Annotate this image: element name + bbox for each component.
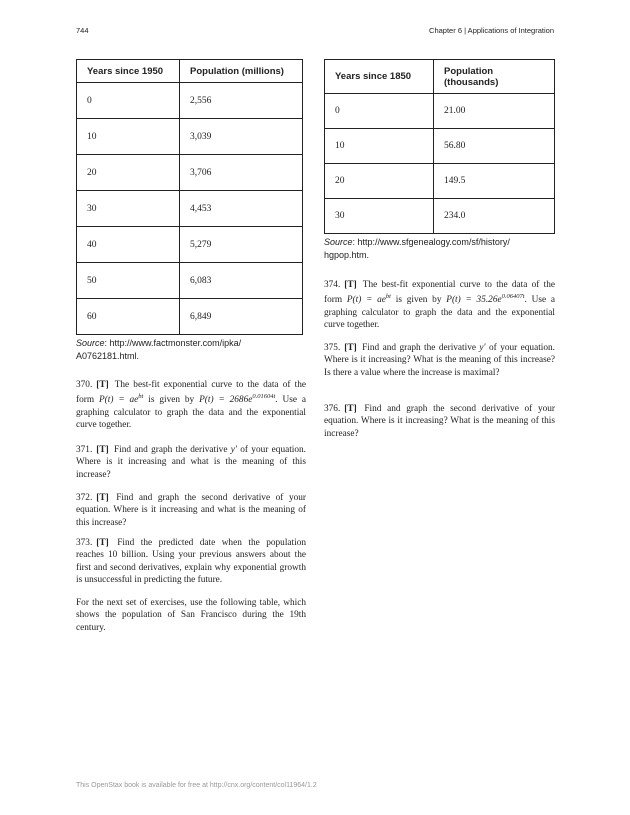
math-base: P(t) = ae	[98, 395, 139, 406]
table-row	[325, 164, 555, 199]
table-cell: 21.00	[434, 94, 555, 129]
world-population-table	[76, 59, 303, 335]
problem-number: 371.	[76, 445, 93, 455]
problem-number: 376.	[324, 404, 341, 414]
problem-text: Find and graph the derivative	[114, 445, 231, 455]
problem-number: 375.	[324, 343, 341, 353]
problem-text: of your equation. Where is it increasing and what is the meaning of this increase?	[76, 445, 307, 480]
table-cell: 6,083	[180, 263, 303, 299]
math-exponent: 0.06407t	[501, 293, 525, 301]
table-cell: 10	[325, 129, 434, 164]
table-cell: 20	[325, 164, 434, 199]
san-francisco-population-table	[324, 59, 555, 234]
column-header: Years since 1850	[325, 60, 434, 94]
table-cell: 6,849	[180, 299, 303, 335]
table-row	[325, 199, 555, 234]
table-row	[325, 129, 555, 164]
table-cell: 20	[77, 155, 180, 191]
source-link[interactable]: : http://www.factmonster.com/ipka/ A0762181.html.	[76, 338, 242, 361]
table-cell: 2,556	[180, 83, 303, 119]
table-row	[77, 191, 303, 227]
source-label: Source	[324, 237, 353, 247]
footer-note: This OpenStax book is available for free at http://cnx.org/content/col11964/1.2	[76, 782, 317, 789]
problem-text: is given by	[390, 295, 447, 306]
problem-text: The best-fit exponential curve to the data of the form	[324, 280, 555, 306]
column-header: Population (thousands)	[434, 60, 555, 94]
problem-number: 374.	[324, 280, 341, 290]
page-number: 744	[76, 26, 89, 35]
problem-376	[324, 403, 555, 440]
technology-tag: [T]	[96, 445, 109, 455]
math-exponent: bt	[385, 293, 391, 301]
math-expression	[99, 395, 143, 405]
column-header: Years since 1950	[77, 60, 180, 83]
problem-number: 373.	[76, 538, 93, 548]
problem-373	[76, 537, 306, 586]
math-expression	[199, 395, 275, 405]
problem-text: is given by	[143, 395, 200, 406]
math-base: P(t) = ae	[346, 295, 386, 306]
math-exponent: 0.01604t	[252, 393, 276, 401]
chapter-title: Chapter 6 | Applications of Integration	[429, 26, 554, 35]
problem-text: Find and graph the second derivative of your equation. Where is it increasing and what is the meaning of this increase?	[76, 493, 307, 528]
math-expression: y′	[230, 445, 237, 455]
column-header: Population (millions)	[180, 60, 303, 83]
source-label: Source	[76, 338, 105, 348]
table-row	[77, 299, 303, 335]
table-row	[77, 227, 303, 263]
problem-text: . Use a graphing calculator to graph the data and the exponential curve together.	[76, 395, 307, 430]
table-cell: 30	[325, 199, 434, 234]
problem-number: 372.	[76, 493, 93, 503]
problem-text: . Use a graphing calculator to graph the data and the exponential curve together.	[324, 295, 556, 330]
math-expression: y′	[479, 343, 486, 353]
problem-371	[76, 444, 306, 481]
math-expression: 10	[108, 550, 118, 561]
table-cell: 0	[325, 94, 434, 129]
table-cell: 3,039	[180, 119, 303, 155]
problem-text: of your equation. Where is it increasing? What is the meaning of this increase? Is there a value where the increase is maximal?	[324, 343, 555, 378]
table-cell: 0	[77, 83, 180, 119]
math-base: P(t) = 35.26e	[446, 295, 502, 306]
problem-375	[324, 342, 555, 379]
problem-number: 370.	[76, 380, 93, 390]
table-cell: 30	[77, 191, 180, 227]
problem-text: Find the predicted date when the population reaches	[76, 538, 306, 561]
technology-tag: [T]	[96, 380, 109, 390]
table-cell: 234.0	[434, 199, 555, 234]
table-row	[325, 94, 555, 129]
problem-text: Find and graph the derivative	[362, 343, 480, 353]
table-cell: 10	[77, 119, 180, 155]
table-cell: 56.80	[434, 129, 555, 164]
table-cell: 4,453	[180, 191, 303, 227]
problem-370	[76, 379, 306, 431]
source-link[interactable]: : http://www.sfgenealogy.com/sf/history/ hgpop.htm.	[324, 237, 510, 260]
table-cell: 40	[77, 227, 180, 263]
technology-tag: [T]	[344, 343, 357, 353]
technology-tag: [T]	[344, 280, 357, 290]
technology-tag: [T]	[96, 493, 109, 503]
table-row	[77, 155, 303, 191]
table-row	[77, 83, 303, 119]
math-base: P(t) = 2686e	[199, 395, 253, 406]
technology-tag: [T]	[96, 538, 109, 548]
table1-source	[76, 337, 306, 362]
problem-text: The best-fit exponential curve to the data of the form	[76, 380, 306, 406]
table-cell: 149.5	[434, 164, 555, 199]
exercise-intro: For the next set of exercises, use the following table, which shows the population of San Francisco during the 19th century.	[76, 598, 306, 633]
table-cell: 60	[77, 299, 180, 335]
math-expression	[446, 295, 524, 305]
technology-tag: [T]	[344, 404, 357, 414]
problem-374	[324, 279, 555, 331]
table-cell: 50	[77, 263, 180, 299]
math-expression	[347, 295, 391, 305]
problem-372	[76, 492, 306, 529]
problem-text: Find and graph the second derivative of your equation. Where is it increasing? What is the meaning of this increase?	[324, 404, 556, 439]
table2-source	[324, 236, 555, 261]
table-cell: 5,279	[180, 227, 303, 263]
problem-text: billion. Using your previous answers about the first and second derivatives, explain why exponential growth is unsuccessful in predicting the future.	[76, 550, 306, 585]
table-row	[77, 263, 303, 299]
math-exponent: bt	[138, 393, 144, 401]
table-cell: 3,706	[180, 155, 303, 191]
table-row	[77, 119, 303, 155]
